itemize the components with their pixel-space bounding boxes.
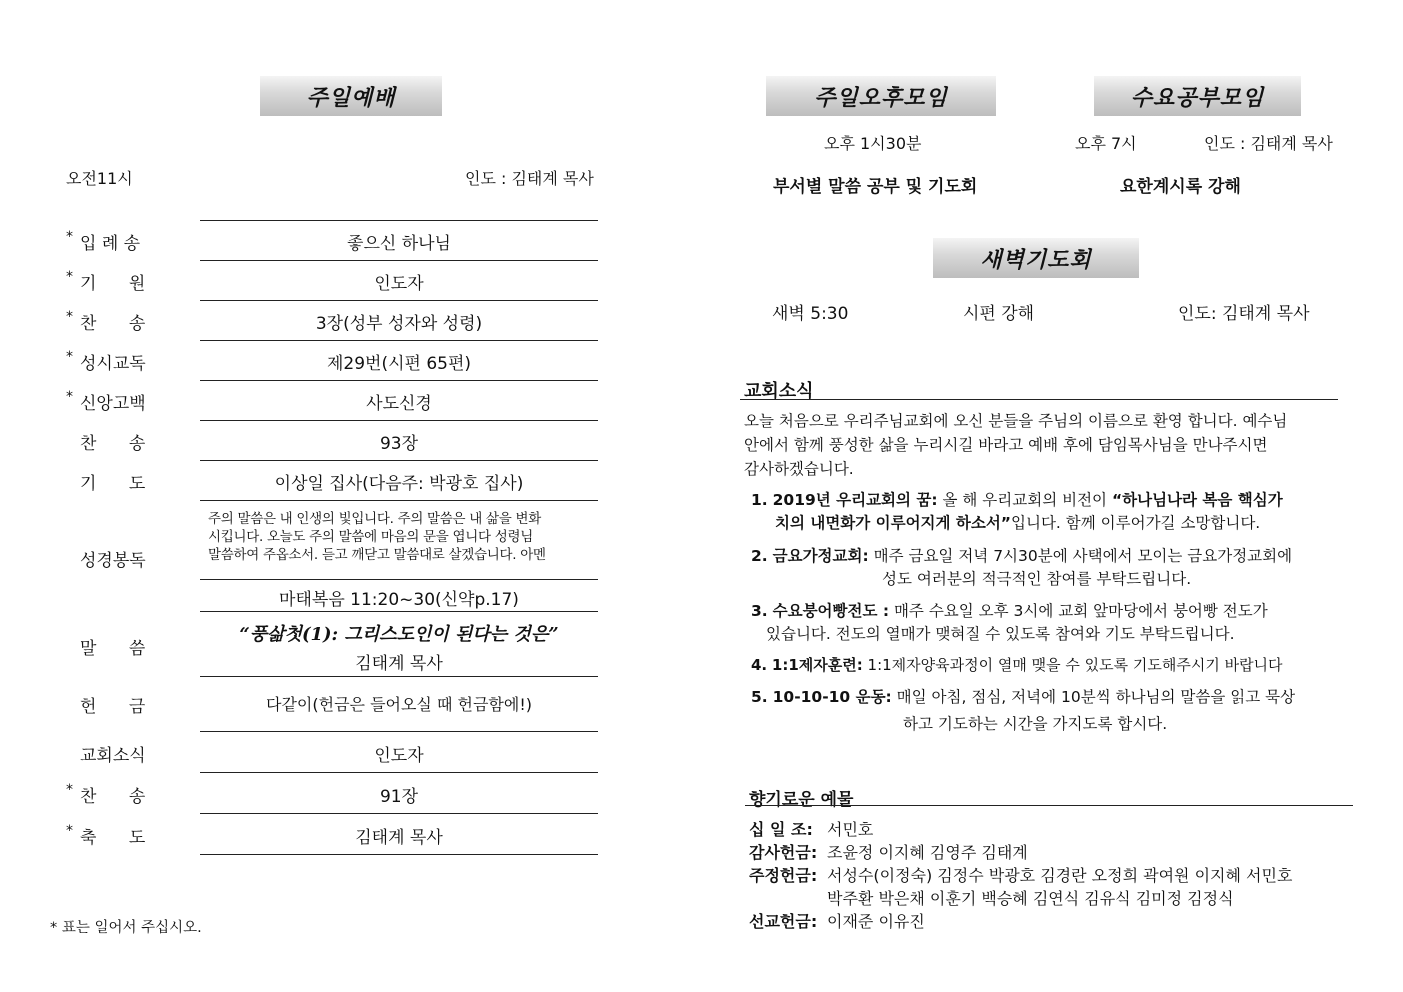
news-rule bbox=[740, 399, 1338, 400]
wednesday-time: 오후 7시 bbox=[1075, 134, 1137, 153]
offering-rule bbox=[745, 805, 1353, 806]
order-value: 이상일 집사(다음주: 박광호 집사) bbox=[274, 474, 524, 494]
table-rule bbox=[200, 611, 598, 612]
news-item-2-cont: 성도 여러분의 적극적인 참여를 부탁드립니다. bbox=[882, 570, 1192, 588]
dawn-time: 새벽 5:30 bbox=[772, 304, 849, 324]
table-rule bbox=[200, 731, 598, 732]
table-rule bbox=[200, 772, 598, 773]
offering-line: 십 일 조: 서민호 bbox=[749, 820, 874, 839]
order-value: 김태계 목사 bbox=[355, 828, 443, 848]
order-value: 인도자 bbox=[374, 274, 424, 294]
order-value: 좋으신 하나님 bbox=[347, 234, 451, 254]
table-rule bbox=[200, 340, 598, 341]
afternoon-banner: 주일오후모임 bbox=[766, 76, 996, 116]
news-item-3-cont: 있습니다. 전도의 열매가 맺혀질 수 있도록 참여와 기도 부탁드립니다. bbox=[766, 625, 1235, 643]
table-rule bbox=[200, 260, 598, 261]
order-value: 인도자 bbox=[374, 746, 424, 766]
dawn-prayer-banner: 새벽기도회 bbox=[933, 238, 1139, 278]
news-intro-line: 오늘 처음으로 우리주님교회에 오신 분들을 주님의 이름으로 환영 합니다. 예수님 bbox=[744, 412, 1288, 430]
order-value: 다같이(헌금은 들어오실 때 헌금함에!) bbox=[266, 695, 532, 714]
news-item-5-cont: 하고 기도하는 시간을 가지도록 합시다. bbox=[903, 715, 1168, 733]
news-item-3: 3. 수요붕어빵전도 : 매주 수요일 오후 3시에 교회 앞마당에서 붕어빵 전도가 bbox=[751, 602, 1268, 620]
sermon-title: “풍삶첫(1): 그리스도인이 된다는 것은” bbox=[239, 624, 559, 645]
order-value: 93장 bbox=[379, 434, 419, 454]
service-time: 오전11시 bbox=[66, 169, 133, 188]
wednesday-banner: 수요공부모임 bbox=[1094, 76, 1301, 116]
news-item-1: 1. 2019년 우리교회의 꿈: 올 해 우리교회의 비전이 “하나님나라 복음 핵심가 bbox=[751, 491, 1283, 509]
sunday-service-banner: 주일예배 bbox=[260, 76, 442, 116]
order-value: 91장 bbox=[379, 787, 419, 807]
news-item-2: 2. 금요가정교회: 매주 금요일 저녁 7시30분에 사택에서 모이는 금요가정교회에 bbox=[751, 547, 1293, 565]
table-rule bbox=[200, 380, 598, 381]
afternoon-desc: 부서별 말씀 공부 및 기도회 bbox=[773, 177, 978, 197]
scripture-prayer: 주의 말씀은 내 인생의 빛입니다. 주의 말씀은 내 삶을 변화 시킵니다. 오늘도 주의 말씀에 마음의 문을 엽니다 성령님 말씀하여 주옵소서. 듣고 깨닫고 말씀대로 살겠습니다. 아멘 bbox=[208, 511, 546, 563]
news-heading: 교회소식 bbox=[744, 381, 814, 402]
table-rule bbox=[200, 813, 598, 814]
table-rule bbox=[200, 220, 598, 221]
offering-line: 감사헌금: 조윤정 이지혜 김영주 김태계 bbox=[749, 843, 1028, 862]
service-leader: 인도 : 김태계 목사 bbox=[465, 169, 594, 188]
standing-footnote: * 표는 일어서 주십시오. bbox=[50, 920, 202, 936]
offering-heading: 향기로운 예물 bbox=[749, 790, 854, 810]
offering-line: 선교헌금: 이재준 이유진 bbox=[749, 912, 925, 931]
table-rule bbox=[200, 420, 598, 421]
afternoon-time: 오후 1시30분 bbox=[824, 134, 922, 153]
order-value: 제29번(시편 65편) bbox=[326, 354, 472, 374]
news-item-5: 5. 10-10-10 운동: 매일 아침, 점심, 저녁에 10분씩 하나님의 말씀을 읽고 묵상 bbox=[751, 688, 1296, 706]
news-intro-line: 안에서 함께 풍성한 삶을 누리시길 바라고 예배 후에 담임목사님을 만나주시면 bbox=[744, 436, 1268, 454]
order-value: 사도신경 bbox=[366, 394, 432, 414]
offering-line: 박주환 박은채 이훈기 백승혜 김연식 김유식 김미정 김정식 bbox=[827, 889, 1234, 908]
table-rule bbox=[200, 500, 598, 501]
table-rule bbox=[200, 676, 598, 677]
sermon-preacher: 김태계 목사 bbox=[355, 654, 443, 674]
wednesday-leader: 인도 : 김태계 목사 bbox=[1204, 134, 1333, 153]
scripture-reference: 마태복음 11:20~30(신약p.17) bbox=[279, 590, 519, 610]
dawn-leader: 인도: 김태계 목사 bbox=[1178, 304, 1310, 324]
table-rule bbox=[200, 460, 598, 461]
wednesday-desc: 요한계시록 강해 bbox=[1120, 177, 1241, 197]
dawn-desc: 시편 강해 bbox=[963, 304, 1035, 324]
table-rule bbox=[200, 854, 598, 855]
order-value: 3장(성부 성자와 성령) bbox=[315, 314, 483, 334]
news-item-4: 4. 1:1제자훈련: 1:1제자양육과정이 열매 맺을 수 있도록 기도해주시기 바랍니다 bbox=[751, 656, 1283, 674]
news-item-1-cont: 치의 내면화가 이루어지게 하소서”입니다. 함께 이루어가길 소망합니다. bbox=[775, 514, 1261, 532]
table-rule bbox=[200, 300, 598, 301]
offering-line: 주정헌금: 서성수(이정숙) 김정수 박광호 김경란 오정희 곽여원 이지혜 서민호 bbox=[749, 866, 1293, 885]
table-rule bbox=[200, 579, 598, 580]
news-intro-line: 감사하겠습니다. bbox=[744, 460, 854, 478]
